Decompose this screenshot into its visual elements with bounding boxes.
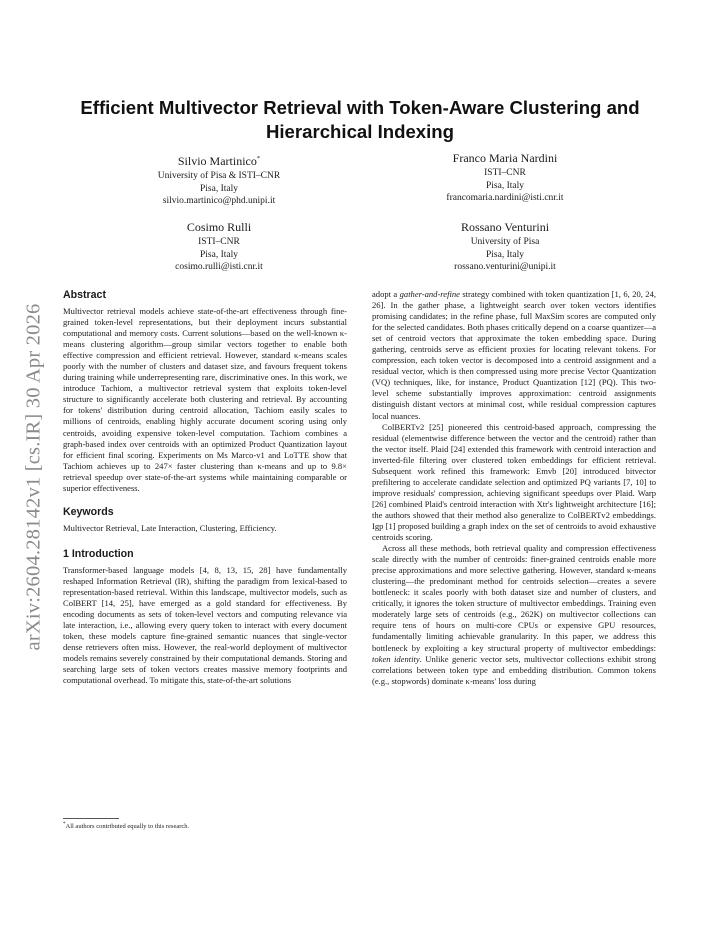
author-affiliation: University of Pisa	[470, 237, 540, 247]
introduction-paragraph: ColBERTv2 [25] pioneered this centroid-based approach, compressing the residual (elementwise difference between the vector and the centroid) rather than the vector itself. Plaid [24] extended this framework with centroid interaction and inverted-file filtering over clustered token embeddings for efficient retrieval. Subsequent work refined this framework: Emvb [20] introduced bitvector prefiltering to accelerate candidate selection and optimized PQ variants [7, 10] to improve residuals' compression, achieving significant speedups over Plaid. Warp [26] combined Plaid's centroid interaction with Xtr's lightweight architecture [16]; the authors showed that their method also generalize to ColBERTv2 embeddings. Igp [1] proposed building a graph index on the set of centroids to avoid exhaustive centroids scoring.	[372, 421, 656, 543]
author-affiliation: ISTI–CNR	[198, 237, 240, 247]
author-name: Silvio Martinico*	[177, 154, 261, 168]
left-column	[63, 289, 347, 686]
introduction-paragraph: adopt a gather-and-refine strategy combined with token quantization [1, 6, 20, 24, 26]. In the gather phase, a lightweight search over token vectors identifies promising candidates; in the refine phase, full MaxSim scores are computed only for the selected candidates. Both phases critically depend on a coarse quantizer—a set of centroid vectors that approximate the token embedding space. During gathering, centroids serve as efficient proxies for locating relevant tokens. For compression, each token vector is decomposed into a centroid assignment and a residual vector, which is then compressed using more precise Vector Quantization (VQ) techniques, like, for instance, Product Quantization [12] (PQ). This two-level scheme substantially improves approximation: centroid assignments distinguish distant vectors at minimal cost, while residual compression captures local nuances.	[372, 289, 656, 421]
abstract-text: Multivector retrieval models achieve state-of-the-art effectiveness through fine-grained token-level representations, but their deployment incurs substantial computational and memory costs. Current solutions—based on the well-known κ-means clustering algorithm—group similar vectors together to enable both effective compression and efficient retrieval. However, standard κ-means scales poorly with the number of clusters and dataset size, and favours frequent tokens during training while underrepresenting rare, discriminative ones. In this work, we introduce Tachiom, a multivector retrieval system that exploits token-level structure to significantly accelerate both clustering and retrieval. By accounting for tokens' distribution during centroid allocation, Tachiom easily scales to millions of centroids, enabling highly accurate document scoring using only centroids, avoiding expensive token-level computation. Tachiom combines a graph-based index over centroids with an optimized Product Quantization layout for efficient final scoring. Experiments on Ms Marco-v1 and LoTTE show that Tachiom achieves up to 247× faster clustering than κ-means and up to 9.8× retrieval speedup over state-of-the-art systems while maintaining comparable or superior effectiveness.	[63, 306, 347, 493]
footnote: *All authors contributed equally to this research.	[63, 822, 190, 831]
author-affiliation: ISTI–CNR	[484, 168, 526, 178]
paper-title: Efficient Multivector Retrieval with Token-Aware Clustering and Hierarchical Indexing	[80, 97, 640, 142]
author-email: francomaria.nardini@isti.cnr.it	[446, 193, 564, 204]
introduction-heading: 1 Introduction	[63, 547, 134, 560]
author-block-1	[89, 151, 349, 208]
emphasis-text: gather-and-refine	[399, 289, 460, 299]
author-email: cosimo.rulli@isti.cnr.it	[175, 262, 263, 273]
author-name: Franco Maria Nardini	[452, 151, 558, 165]
introduction-paragraph: Transformer-based language models [4, 8, 13, 15, 28] have fundamentally reshaped Information Retrieval (IR), shifting the paradigm from lexical-based to representation-based retrieval. Within this landscape, multivector models, such as ColBERT [14, 25], have emerged as a gold standard for effectiveness. By encoding documents as sets of token-level vectors and computing relevance via late interaction, i.e., allowing every query token to interact with every document token, these models capture fine-grained semantic nuances that single-vector dense retrievers often miss. However, the real-world deployment of multivector models remains severely constrained by their computational demands. Storing and searching large sets of token vectors creates massive memory footprints and computational overhead. To mitigate this, state-of-the-art solutions	[63, 564, 347, 686]
author-location: Pisa, Italy	[200, 183, 238, 194]
keywords-heading: Keywords	[63, 505, 114, 518]
emphasis-text: token identity	[372, 653, 420, 664]
footnote-mark: *	[63, 822, 66, 827]
author-affiliation: University of Pisa & ISTI–CNR	[157, 171, 281, 181]
author-block-4	[375, 220, 635, 274]
author-name: Rossano Venturini	[460, 220, 550, 234]
author-location: Pisa, Italy	[486, 249, 524, 260]
arxiv-identifier: arXiv:2604.28142v1 [cs.IR] 30 Apr 2026	[22, 303, 45, 651]
footnote-divider	[63, 818, 119, 819]
arxiv-identifier-sidebar	[14, 262, 54, 692]
author-block-2	[375, 151, 635, 205]
keywords-text: Multivector Retrieval, Late Interaction, Clustering, Efficiency.	[63, 522, 277, 533]
abstract-heading: Abstract	[63, 289, 106, 301]
right-column	[372, 289, 656, 687]
introduction-paragraph: Across all these methods, both retrieval quality and compression effectiveness scale directly with the number of centroids: finer-grained centroids enable more precise approximations and more selective gathering. However, standard κ-means clustering—the predominant method for centroids selection—creates a severe bottleneck: it scales poorly with both dataset size and number of clusters, and critically, it ignores the token structure of multivector embeddings. Training even moderately large sets of centroids (e.g., 262K) on multivector collections can require tens of hours on multi-core CPUs or expensive GPU resources, fundamentally limiting achievable granularity. In this paper, we address this bottleneck by exploiting a key structural property of multivector embeddings: token identity. Unlike generic vector sets, multivector collections exhibit strong correlations between token type and embedding distribution. Common tokens (e.g., stopwords) dominate κ-means' loss during	[372, 543, 656, 686]
author-email: silvio.martinico@phd.unipi.it	[162, 196, 276, 207]
author-block-3	[89, 220, 349, 274]
author-email: rossano.venturini@unipi.it	[454, 262, 556, 273]
author-location: Pisa, Italy	[200, 249, 238, 260]
author-location: Pisa, Italy	[486, 180, 524, 191]
author-name: Cosimo Rulli	[186, 220, 252, 234]
author-mark: *	[256, 155, 261, 162]
